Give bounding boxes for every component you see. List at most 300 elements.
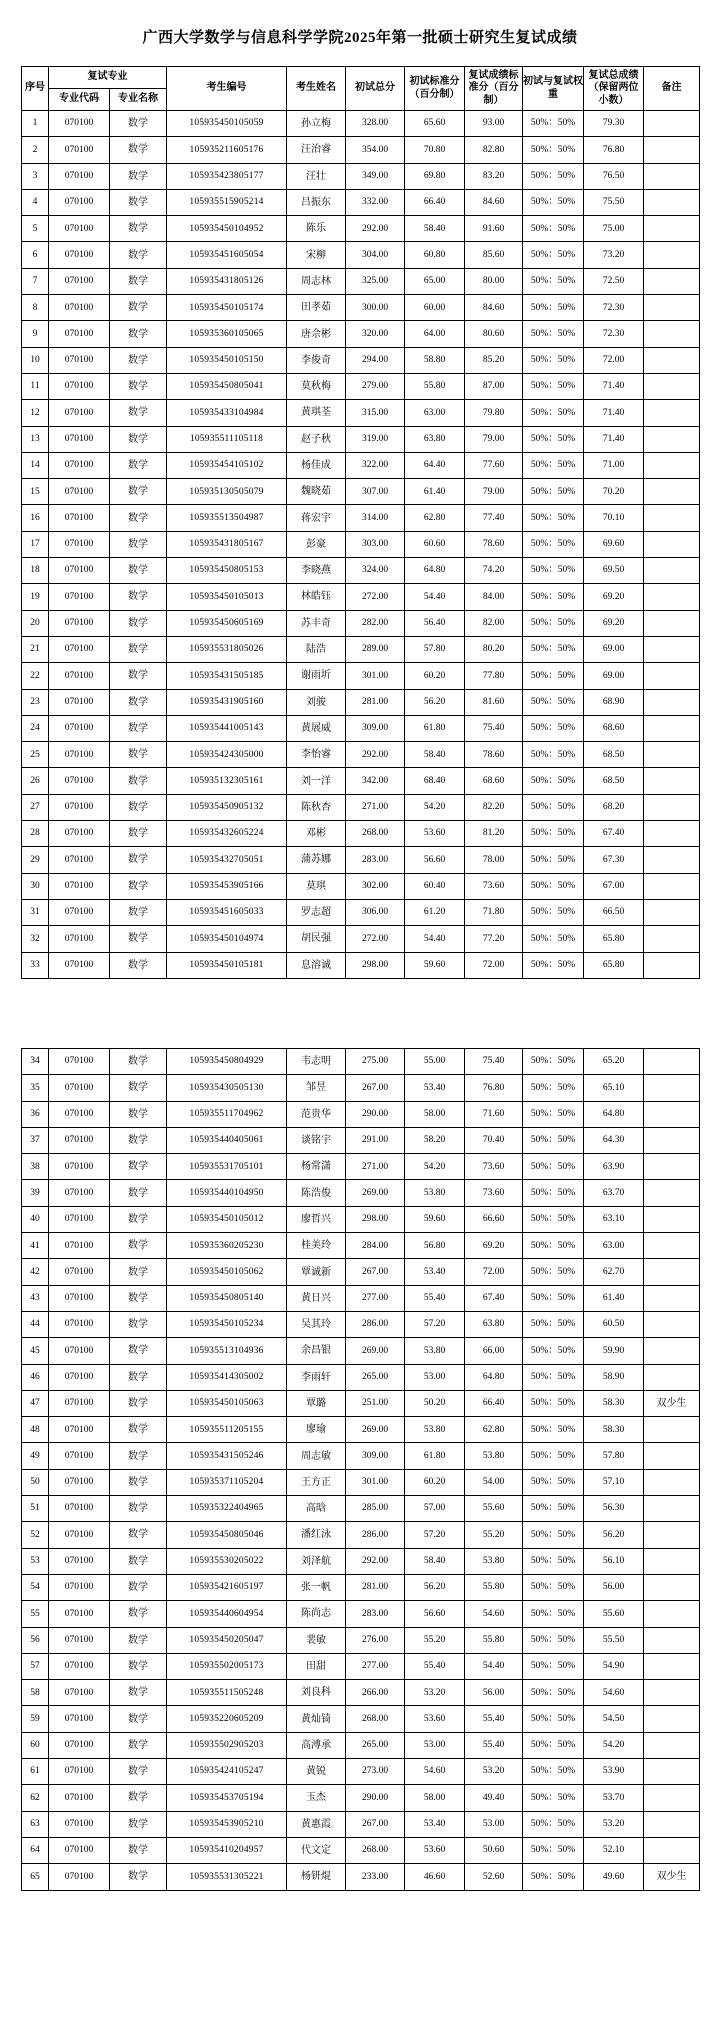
- cell-retest-std: 53.80: [465, 1443, 523, 1469]
- cell-candidate-id: 105935454105102: [167, 452, 287, 478]
- cell-major-name: 数学: [110, 321, 167, 347]
- cell-initial-total: 304.00: [346, 242, 405, 268]
- cell-final-score: 67.40: [584, 821, 644, 847]
- cell-initial-total: 267.00: [346, 1259, 405, 1285]
- cell-weight: 50%：50%: [523, 1338, 584, 1364]
- cell-weight: 50%：50%: [523, 505, 584, 531]
- cell-remark: [644, 610, 700, 636]
- cell-major-code: 070100: [49, 268, 110, 294]
- cell-candidate-id: 105935431905160: [167, 689, 287, 715]
- cell-no: 7: [22, 268, 49, 294]
- cell-candidate-name: 杨佳成: [287, 452, 346, 478]
- cell-candidate-name: 周志敏: [287, 1443, 346, 1469]
- cell-final-score: 68.50: [584, 768, 644, 794]
- cell-initial-total: 267.00: [346, 1075, 405, 1101]
- table-row: [22, 1338, 700, 1364]
- cell-candidate-id: 105935451605054: [167, 242, 287, 268]
- cell-retest-std: 81.60: [465, 689, 523, 715]
- cell-initial-total: 273.00: [346, 1759, 405, 1785]
- cell-initial-std: 56.60: [405, 1601, 465, 1627]
- table-row: [22, 505, 700, 531]
- cell-initial-total: 272.00: [346, 926, 405, 952]
- cell-major-code: 070100: [49, 1127, 110, 1153]
- cell-retest-std: 55.80: [465, 1574, 523, 1600]
- cell-candidate-id: 105935450105234: [167, 1311, 287, 1337]
- cell-major-code: 070100: [49, 426, 110, 452]
- cell-major-code: 070100: [49, 768, 110, 794]
- cell-weight: 50%：50%: [523, 479, 584, 505]
- cell-retest-std: 76.80: [465, 1075, 523, 1101]
- score-table-part2: [21, 1048, 700, 1891]
- cell-retest-std: 66.40: [465, 1390, 523, 1416]
- cell-major-code: 070100: [49, 742, 110, 768]
- header-major-code: 专业代码: [49, 89, 110, 111]
- cell-retest-std: 52.60: [465, 1864, 523, 1890]
- cell-major-name: 数学: [110, 1837, 167, 1863]
- cell-final-score: 54.90: [584, 1653, 644, 1679]
- cell-candidate-name: 桂美玲: [287, 1233, 346, 1259]
- cell-retest-std: 54.40: [465, 1653, 523, 1679]
- cell-major-name: 数学: [110, 426, 167, 452]
- cell-initial-total: 265.00: [346, 1732, 405, 1758]
- cell-candidate-name: 陆浩: [287, 636, 346, 662]
- cell-initial-std: 57.20: [405, 1522, 465, 1548]
- table-row: [22, 295, 700, 321]
- cell-candidate-id: 105935450105063: [167, 1390, 287, 1416]
- cell-candidate-name: 黄锐: [287, 1759, 346, 1785]
- cell-initial-total: 281.00: [346, 689, 405, 715]
- cell-candidate-id: 105935530205022: [167, 1548, 287, 1574]
- cell-candidate-name: 彭豪: [287, 531, 346, 557]
- cell-retest-std: 72.00: [465, 952, 523, 978]
- cell-major-name: 数学: [110, 400, 167, 426]
- cell-major-name: 数学: [110, 1732, 167, 1758]
- cell-no: 38: [22, 1154, 49, 1180]
- cell-no: 41: [22, 1233, 49, 1259]
- table-row: [22, 558, 700, 584]
- cell-candidate-name: 王方正: [287, 1469, 346, 1495]
- cell-major-code: 070100: [49, 373, 110, 399]
- cell-remark: 双少生: [644, 1390, 700, 1416]
- cell-initial-total: 342.00: [346, 768, 405, 794]
- cell-final-score: 67.30: [584, 847, 644, 873]
- cell-weight: 50%：50%: [523, 1075, 584, 1101]
- cell-candidate-name: 覃诚新: [287, 1259, 346, 1285]
- cell-candidate-id: 105935431505246: [167, 1443, 287, 1469]
- cell-major-name: 数学: [110, 715, 167, 741]
- cell-candidate-name: 杨常潇: [287, 1154, 346, 1180]
- cell-final-score: 56.30: [584, 1496, 644, 1522]
- cell-initial-total: 269.00: [346, 1180, 405, 1206]
- cell-major-code: 070100: [49, 1311, 110, 1337]
- cell-retest-std: 50.60: [465, 1837, 523, 1863]
- cell-initial-total: 314.00: [346, 505, 405, 531]
- cell-weight: 50%：50%: [523, 1285, 584, 1311]
- cell-final-score: 65.10: [584, 1075, 644, 1101]
- cell-major-name: 数学: [110, 242, 167, 268]
- table-row: [22, 1653, 700, 1679]
- cell-no: 33: [22, 952, 49, 978]
- cell-major-code: 070100: [49, 321, 110, 347]
- cell-retest-std: 63.80: [465, 1311, 523, 1337]
- cell-candidate-id: 105935211605176: [167, 137, 287, 163]
- cell-remark: [644, 216, 700, 242]
- cell-major-name: 数学: [110, 847, 167, 873]
- cell-weight: 50%：50%: [523, 1680, 584, 1706]
- table-row: [22, 268, 700, 294]
- table-row: [22, 794, 700, 820]
- cell-retest-std: 80.60: [465, 321, 523, 347]
- cell-major-code: 070100: [49, 952, 110, 978]
- table-row: [22, 1785, 700, 1811]
- cell-candidate-id: 105935431805126: [167, 268, 287, 294]
- table-row: [22, 321, 700, 347]
- cell-major-name: 数学: [110, 689, 167, 715]
- cell-candidate-name: 余昌银: [287, 1338, 346, 1364]
- cell-candidate-id: 105935322404965: [167, 1496, 287, 1522]
- cell-remark: [644, 1574, 700, 1600]
- cell-candidate-id: 105935423805177: [167, 163, 287, 189]
- cell-candidate-id: 105935450105181: [167, 952, 287, 978]
- cell-candidate-id: 105935450805041: [167, 373, 287, 399]
- cell-remark: [644, 873, 700, 899]
- cell-candidate-id: 105935453905166: [167, 873, 287, 899]
- cell-candidate-name: 胡民强: [287, 926, 346, 952]
- cell-no: 54: [22, 1574, 49, 1600]
- cell-no: 34: [22, 1049, 49, 1075]
- cell-final-score: 65.80: [584, 952, 644, 978]
- cell-retest-std: 55.40: [465, 1706, 523, 1732]
- cell-weight: 50%：50%: [523, 163, 584, 189]
- cell-major-name: 数学: [110, 1180, 167, 1206]
- cell-candidate-id: 105935511505248: [167, 1680, 287, 1706]
- cell-retest-std: 79.80: [465, 400, 523, 426]
- cell-candidate-name: 刘良科: [287, 1680, 346, 1706]
- cell-remark: [644, 1785, 700, 1811]
- cell-no: 47: [22, 1390, 49, 1416]
- cell-initial-std: 58.80: [405, 347, 465, 373]
- cell-final-score: 73.20: [584, 242, 644, 268]
- cell-initial-std: 62.80: [405, 505, 465, 531]
- cell-major-name: 数学: [110, 1864, 167, 1890]
- cell-candidate-id: 105935450804929: [167, 1049, 287, 1075]
- cell-initial-std: 56.80: [405, 1233, 465, 1259]
- cell-candidate-name: 陈秋杏: [287, 794, 346, 820]
- cell-initial-total: 325.00: [346, 268, 405, 294]
- cell-major-name: 数学: [110, 794, 167, 820]
- cell-weight: 50%：50%: [523, 1469, 584, 1495]
- cell-remark: [644, 321, 700, 347]
- cell-candidate-id: 105935432605224: [167, 821, 287, 847]
- cell-remark: [644, 479, 700, 505]
- cell-weight: 50%：50%: [523, 1811, 584, 1837]
- table-row: [22, 137, 700, 163]
- header-initial-std: 初试标准分（百分制）: [405, 67, 465, 111]
- cell-initial-total: 271.00: [346, 1154, 405, 1180]
- table-body-part2: [22, 1049, 700, 1891]
- cell-final-score: 56.10: [584, 1548, 644, 1574]
- cell-weight: 50%：50%: [523, 1311, 584, 1337]
- cell-candidate-id: 105935431805167: [167, 531, 287, 557]
- cell-initial-total: 289.00: [346, 636, 405, 662]
- cell-candidate-id: 105935432705051: [167, 847, 287, 873]
- cell-retest-std: 73.60: [465, 1154, 523, 1180]
- cell-no: 18: [22, 558, 49, 584]
- cell-weight: 50%：50%: [523, 452, 584, 478]
- cell-retest-std: 85.20: [465, 347, 523, 373]
- cell-initial-total: 319.00: [346, 426, 405, 452]
- cell-no: 59: [22, 1706, 49, 1732]
- cell-remark: [644, 1101, 700, 1127]
- cell-initial-std: 55.20: [405, 1627, 465, 1653]
- cell-no: 40: [22, 1206, 49, 1232]
- cell-weight: 50%：50%: [523, 1732, 584, 1758]
- cell-retest-std: 77.60: [465, 452, 523, 478]
- cell-major-name: 数学: [110, 1101, 167, 1127]
- header-weight: 初试与复试权重: [523, 67, 584, 111]
- cell-initial-std: 61.40: [405, 479, 465, 505]
- cell-retest-std: 66.60: [465, 1206, 523, 1232]
- cell-no: 21: [22, 636, 49, 662]
- cell-initial-std: 60.20: [405, 663, 465, 689]
- cell-remark: [644, 1496, 700, 1522]
- cell-no: 26: [22, 768, 49, 794]
- cell-initial-std: 53.40: [405, 1811, 465, 1837]
- cell-candidate-id: 105935451605033: [167, 899, 287, 925]
- cell-remark: [644, 400, 700, 426]
- cell-remark: [644, 1075, 700, 1101]
- cell-initial-std: 56.20: [405, 1574, 465, 1600]
- cell-remark: [644, 768, 700, 794]
- cell-major-code: 070100: [49, 1653, 110, 1679]
- cell-initial-total: 277.00: [346, 1285, 405, 1311]
- cell-final-score: 71.40: [584, 426, 644, 452]
- table-body-part1: [22, 111, 700, 979]
- cell-weight: 50%：50%: [523, 742, 584, 768]
- cell-weight: 50%：50%: [523, 1180, 584, 1206]
- cell-initial-total: 269.00: [346, 1417, 405, 1443]
- cell-remark: [644, 1653, 700, 1679]
- cell-initial-total: 277.00: [346, 1653, 405, 1679]
- cell-candidate-id: 105935450605169: [167, 610, 287, 636]
- cell-weight: 50%：50%: [523, 373, 584, 399]
- cell-final-score: 65.20: [584, 1049, 644, 1075]
- cell-remark: [644, 373, 700, 399]
- cell-candidate-name: 黄惠霞: [287, 1811, 346, 1837]
- table-row: [22, 1049, 700, 1075]
- cell-initial-std: 60.40: [405, 873, 465, 899]
- cell-major-name: 数学: [110, 742, 167, 768]
- cell-remark: [644, 163, 700, 189]
- cell-no: 17: [22, 531, 49, 557]
- cell-final-score: 72.50: [584, 268, 644, 294]
- cell-candidate-name: 魏晓茹: [287, 479, 346, 505]
- cell-major-code: 070100: [49, 479, 110, 505]
- cell-weight: 50%：50%: [523, 347, 584, 373]
- cell-candidate-name: 汪壮: [287, 163, 346, 189]
- cell-final-score: 58.30: [584, 1390, 644, 1416]
- cell-no: 27: [22, 794, 49, 820]
- cell-retest-std: 78.00: [465, 847, 523, 873]
- cell-retest-std: 49.40: [465, 1785, 523, 1811]
- cell-candidate-name: 陈浩俊: [287, 1180, 346, 1206]
- cell-retest-std: 55.40: [465, 1732, 523, 1758]
- table-row: [22, 689, 700, 715]
- cell-weight: 50%：50%: [523, 558, 584, 584]
- cell-remark: [644, 1680, 700, 1706]
- header-retest-std: 复试成绩标准分（百分制）: [465, 67, 523, 111]
- cell-major-name: 数学: [110, 1548, 167, 1574]
- cell-major-name: 数学: [110, 1127, 167, 1153]
- cell-initial-total: 298.00: [346, 952, 405, 978]
- cell-final-score: 56.00: [584, 1574, 644, 1600]
- cell-final-score: 63.70: [584, 1180, 644, 1206]
- cell-remark: [644, 1338, 700, 1364]
- cell-initial-total: 324.00: [346, 558, 405, 584]
- cell-retest-std: 55.80: [465, 1627, 523, 1653]
- cell-no: 31: [22, 899, 49, 925]
- cell-candidate-id: 105935410204957: [167, 1837, 287, 1863]
- cell-candidate-name: 刘泽航: [287, 1548, 346, 1574]
- cell-candidate-id: 105935502005173: [167, 1653, 287, 1679]
- table-row: [22, 1864, 700, 1890]
- cell-major-name: 数学: [110, 189, 167, 215]
- cell-major-name: 数学: [110, 768, 167, 794]
- cell-no: 62: [22, 1785, 49, 1811]
- cell-candidate-id: 105935453905210: [167, 1811, 287, 1837]
- cell-initial-total: 266.00: [346, 1680, 405, 1706]
- cell-major-code: 070100: [49, 636, 110, 662]
- cell-remark: [644, 926, 700, 952]
- cell-retest-std: 87.00: [465, 373, 523, 399]
- cell-initial-total: 303.00: [346, 531, 405, 557]
- cell-initial-std: 50.20: [405, 1390, 465, 1416]
- cell-retest-std: 55.20: [465, 1522, 523, 1548]
- table-row: [22, 1496, 700, 1522]
- cell-initial-total: 272.00: [346, 584, 405, 610]
- cell-no: 52: [22, 1522, 49, 1548]
- cell-weight: 50%：50%: [523, 137, 584, 163]
- cell-weight: 50%：50%: [523, 794, 584, 820]
- cell-major-name: 数学: [110, 111, 167, 137]
- cell-major-code: 070100: [49, 689, 110, 715]
- cell-remark: [644, 189, 700, 215]
- cell-candidate-name: 李晓燕: [287, 558, 346, 584]
- cell-no: 57: [22, 1653, 49, 1679]
- cell-major-code: 070100: [49, 1706, 110, 1732]
- cell-major-name: 数学: [110, 1154, 167, 1180]
- cell-retest-std: 84.60: [465, 189, 523, 215]
- cell-weight: 50%：50%: [523, 189, 584, 215]
- cell-initial-std: 66.40: [405, 189, 465, 215]
- cell-candidate-name: 邓彬: [287, 821, 346, 847]
- table-row: [22, 1601, 700, 1627]
- cell-candidate-name: 谈铭宇: [287, 1127, 346, 1153]
- table-row: [22, 373, 700, 399]
- cell-final-score: 62.70: [584, 1259, 644, 1285]
- cell-initial-std: 53.80: [405, 1338, 465, 1364]
- cell-major-name: 数学: [110, 636, 167, 662]
- table-row: [22, 768, 700, 794]
- cell-major-name: 数学: [110, 1443, 167, 1469]
- cell-remark: [644, 1837, 700, 1863]
- table-row: [22, 1154, 700, 1180]
- cell-weight: 50%：50%: [523, 952, 584, 978]
- cell-no: 9: [22, 321, 49, 347]
- table-row: [22, 1390, 700, 1416]
- table-row: [22, 636, 700, 662]
- cell-major-code: 070100: [49, 216, 110, 242]
- cell-initial-total: 294.00: [346, 347, 405, 373]
- cell-weight: 50%：50%: [523, 715, 584, 741]
- cell-no: 3: [22, 163, 49, 189]
- cell-final-score: 54.60: [584, 1680, 644, 1706]
- cell-final-score: 72.00: [584, 347, 644, 373]
- cell-initial-total: 275.00: [346, 1049, 405, 1075]
- cell-initial-total: 265.00: [346, 1364, 405, 1390]
- cell-no: 20: [22, 610, 49, 636]
- cell-remark: [644, 899, 700, 925]
- score-table-part1: [21, 66, 700, 979]
- cell-remark: [644, 1049, 700, 1075]
- cell-final-score: 67.00: [584, 873, 644, 899]
- cell-final-score: 49.60: [584, 1864, 644, 1890]
- cell-final-score: 76.50: [584, 163, 644, 189]
- cell-weight: 50%：50%: [523, 1154, 584, 1180]
- cell-weight: 50%：50%: [523, 1049, 584, 1075]
- cell-major-code: 070100: [49, 1785, 110, 1811]
- page-title: 广西大学数学与信息科学学院2025年第一批硕士研究生复试成绩: [142, 30, 578, 46]
- cell-candidate-id: 105935360105065: [167, 321, 287, 347]
- cell-final-score: 75.50: [584, 189, 644, 215]
- table-row: [22, 715, 700, 741]
- cell-final-score: 59.90: [584, 1338, 644, 1364]
- cell-initial-total: 328.00: [346, 111, 405, 137]
- cell-initial-total: 309.00: [346, 715, 405, 741]
- cell-no: 45: [22, 1338, 49, 1364]
- cell-major-name: 数学: [110, 531, 167, 557]
- cell-candidate-id: 105935441005143: [167, 715, 287, 741]
- cell-no: 16: [22, 505, 49, 531]
- cell-candidate-name: 高溥承: [287, 1732, 346, 1758]
- cell-candidate-name: 孙立梅: [287, 111, 346, 137]
- cell-initial-std: 53.40: [405, 1259, 465, 1285]
- cell-weight: 50%：50%: [523, 1601, 584, 1627]
- cell-candidate-id: 105935424105247: [167, 1759, 287, 1785]
- cell-retest-std: 78.60: [465, 742, 523, 768]
- cell-major-name: 数学: [110, 873, 167, 899]
- cell-remark: [644, 268, 700, 294]
- cell-no: 60: [22, 1732, 49, 1758]
- cell-candidate-name: 廖哲兴: [287, 1206, 346, 1232]
- cell-candidate-name: 莫琪: [287, 873, 346, 899]
- cell-initial-std: 56.60: [405, 847, 465, 873]
- cell-retest-std: 93.00: [465, 111, 523, 137]
- cell-major-code: 070100: [49, 137, 110, 163]
- cell-weight: 50%：50%: [523, 1259, 584, 1285]
- cell-weight: 50%：50%: [523, 1417, 584, 1443]
- cell-major-code: 070100: [49, 847, 110, 873]
- cell-initial-std: 54.40: [405, 926, 465, 952]
- cell-weight: 50%：50%: [523, 847, 584, 873]
- cell-candidate-id: 105935450105059: [167, 111, 287, 137]
- cell-initial-std: 53.00: [405, 1732, 465, 1758]
- cell-final-score: 68.20: [584, 794, 644, 820]
- cell-major-name: 数学: [110, 479, 167, 505]
- cell-weight: 50%：50%: [523, 873, 584, 899]
- table-row: [22, 610, 700, 636]
- cell-retest-std: 78.60: [465, 531, 523, 557]
